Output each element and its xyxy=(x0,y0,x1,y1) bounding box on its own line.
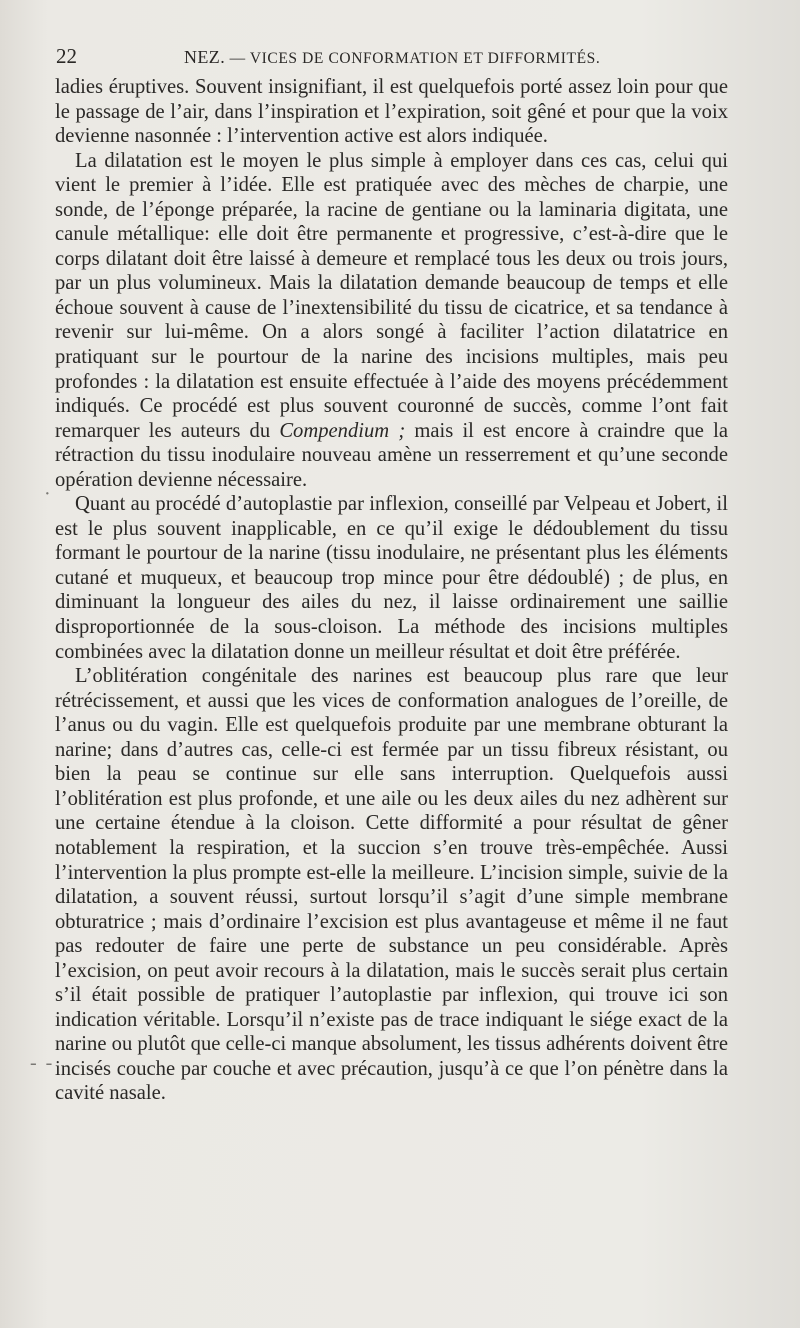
running-head xyxy=(184,47,600,68)
paragraph-dilatation xyxy=(55,149,728,493)
paragraph-obliteration: L’oblitération congénitale des narines est beaucoup plus rare que leur rétrécissement, et aussi que les vices de conformation analogues de l’oreille, de l’anus ou du vagin. Elle est quelquefois produite par une membrane obturant la narine; dans d’autres cas, celle-ci est fermée par un tissu fibreux résistant, ou bien la peau se continue sur elle sans interruption. Quelquefois aussi l’oblitération est plus profonde, et une aile ou les deux ailes du nez adhèrent sur une certaine étendue à la cloison. Cette difformité a pour résultat de gêner notablement la respiration, et la succion s’en trouve très-empêchée. Aussi l’intervention la plus prompte est-elle la meilleure. L’incision simple, suivie de la dilatation, a souvent réussi, surtout lorsqu’il s’agit d’une simple membrane obturatrice ; mais d’ordinaire l’excision est plus avantageuse et même il ne faut pas redouter de faire une perte de substance un peu considérable. Après l’excision, on peut avoir recours à la dilatation, mais le succès serait plus certain s’il était possible de pratiquer l’autoplastie par inflexion, qui trouve ici son indication véritable. Lorsqu’il n’existe pas de trace indiquant le siége exact de la narine ou plutôt que celle-ci manque absolument, les tissus adhérents doivent être incisés couche par couche et avec précaution, jusqu’à ce que l’on pénètre dans la cavité nasale. xyxy=(55,665,728,1105)
paragraph-dilatation-tail: mais il est encore à craindre que la rétraction du tissu inodulaire nouveau amène un resserrement et qu’une seconde opération devienne nécessaire. xyxy=(55,419,728,491)
page-number: 22 xyxy=(56,44,77,68)
running-head-title: — VICES DE CONFORMATION ET DIFFORMITÉS. xyxy=(229,50,601,67)
paragraph-autoplastie: Quant au procédé d’autoplastie par inflexion, conseillé par Velpeau et Jobert, il est le plus souvent inapplicable, en ce qu’il exige le dédoublement du tissu formant le pourtour de la narine (tissu inodulaire, ne présentant plus les éléments cutané et muqueux, et beaucoup trop mince pour être dédoublé) ; de plus, en diminuant la longueur des ailes du nez, il laisse ordinairement une saillie disproportionnée de la sous-cloison. La méthode des incisions multiples combinées avec la dilatation donne un meilleur résultat et doit être préférée. xyxy=(55,493,728,663)
page-header xyxy=(56,44,736,72)
paragraph-continuation: ladies éruptives. Souvent insignifiant, il est quelquefois porté assez loin pour que le passage de l’air, dans l’inspiration et l’expiration, soit gêné et pour que la voix devienne nasonnée : l’intervention active est alors indiquée. xyxy=(55,76,728,148)
running-head-prefix: NEZ. xyxy=(184,47,226,67)
compendium-title: Compendium ; xyxy=(279,419,406,442)
margin-dash-mark: - - xyxy=(30,1052,55,1074)
paragraph-dilatation-text: La dilatation est le moyen le plus simple à employer dans ces cas, celui qui vient le premier à l’idée. Elle est pratiquée avec des mèches de charpie, une sonde, de l’éponge préparée, la racine de gentiane ou la laminaria digitata, une canule métallique: elle doit être permanente et progressive, c’est-à-dire que le corps dilatant doit être laissé à demeure et remplacé tous les deux ou trois jours, par un plus volumineux. Mais la dilatation demande beaucoup de temps et elle échoue souvent à cause de l’inextensibilité du tissu de cicatrice, et sa tendance à revenir sur lui-même. On a alors songé à faciliter l’action dilatatrice en pratiquant sur le pourtour de la narine des incisions multiples, mais peu profondes : la dilatation est ensuite effectuée à l’aide des moyens précédemment indiqués. Ce procédé est plus souvent couronné de succès, comme l’ont fait remarquer les auteurs du xyxy=(55,149,728,442)
body-text xyxy=(55,75,728,1106)
margin-dot-mark: · xyxy=(44,483,51,505)
